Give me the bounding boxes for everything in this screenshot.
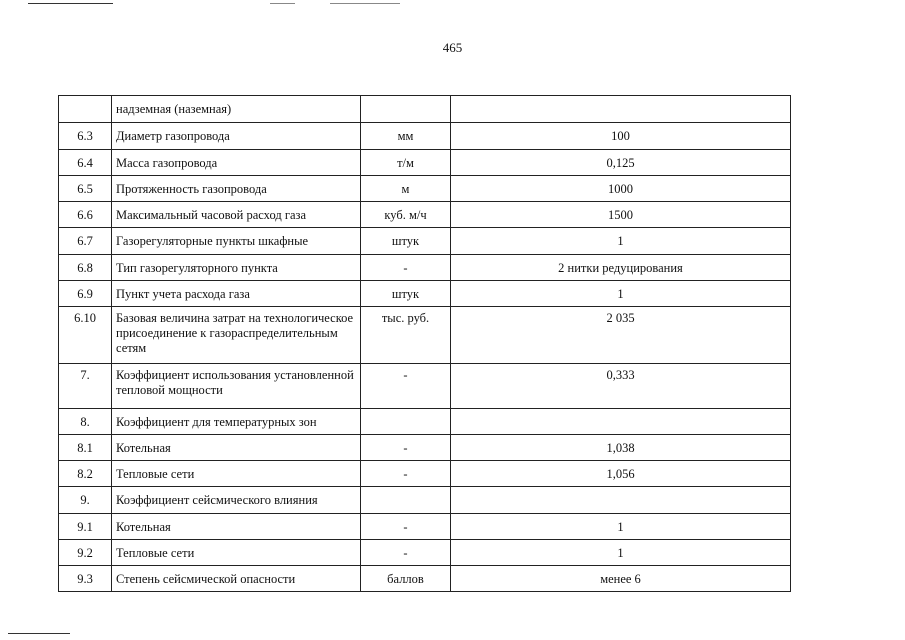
table-row [59,255,791,281]
table-row [59,487,791,514]
parameter-name-cell: Диаметр газопровода [112,123,361,150]
value-cell: 1 [451,540,791,566]
parameter-name-cell: Коэффициент для температурных зон [112,409,361,435]
row-number-cell: 6.9 [59,281,112,307]
parameter-name-cell: Котельная [112,514,361,540]
row-number-cell: 6.8 [59,255,112,281]
row-number-cell [59,96,112,123]
value-cell: 1500 [451,202,791,228]
value-cell: 0,333 [451,364,791,409]
unit-cell: баллов [361,566,451,592]
unit-cell: - [361,435,451,461]
unit-cell: т/м [361,150,451,176]
parameter-name-cell: Тепловые сети [112,540,361,566]
unit-cell: - [361,540,451,566]
value-cell: 1,056 [451,461,791,487]
unit-cell: штук [361,281,451,307]
table-row [59,307,791,364]
unit-cell: - [361,364,451,409]
value-cell: 1 [451,281,791,307]
table-row [59,281,791,307]
table-row [59,461,791,487]
row-number-cell: 6.5 [59,176,112,202]
parameter-name-cell: Протяженность газопровода [112,176,361,202]
parameter-name-cell: Коэффициент сейсмического влияния [112,487,361,514]
value-cell: 2 нитки редуцирования [451,255,791,281]
table-row [59,364,791,409]
value-cell: 100 [451,123,791,150]
table-row [59,566,791,592]
table-row [59,123,791,150]
scan-artifact-top-mid [270,3,295,4]
table-row [59,228,791,255]
scan-artifact-top-left [28,3,113,4]
parameter-name-cell: Степень сейсмической опасности [112,566,361,592]
row-number-cell: 8.2 [59,461,112,487]
value-cell: 1,038 [451,435,791,461]
parameter-name-cell: Тепловые сети [112,461,361,487]
parameter-name-cell: надземная (наземная) [112,96,361,123]
row-number-cell: 9. [59,487,112,514]
table-row [59,96,791,123]
value-cell [451,487,791,514]
value-cell: 2 035 [451,307,791,364]
row-number-cell: 6.10 [59,307,112,364]
parameter-name-cell: Максимальный часовой расход газа [112,202,361,228]
row-number-cell: 6.7 [59,228,112,255]
parameter-name-cell: Базовая величина затрат на технологическое присоединение к газораспределительным сетям [112,307,361,364]
value-cell: менее 6 [451,566,791,592]
parameter-name-cell: Коэффициент использования установленной тепловой мощности [112,364,361,409]
row-number-cell: 6.3 [59,123,112,150]
table-row [59,150,791,176]
parameters-table [58,95,791,592]
unit-cell: - [361,514,451,540]
page-number: 465 [442,40,463,55]
unit-cell: куб. м/ч [361,202,451,228]
table-body [59,96,791,592]
row-number-cell: 9.1 [59,514,112,540]
parameter-name-cell: Пункт учета расхода газа [112,281,361,307]
value-cell: 0,125 [451,150,791,176]
table-row [59,409,791,435]
unit-cell: штук [361,228,451,255]
unit-cell [361,96,451,123]
table-row [59,176,791,202]
value-cell [451,96,791,123]
row-number-cell: 8.1 [59,435,112,461]
unit-cell [361,487,451,514]
scan-artifact-top-right [330,3,400,4]
parameter-name-cell: Газорегуляторные пункты шкафные [112,228,361,255]
row-number-cell: 9.2 [59,540,112,566]
table-row [59,540,791,566]
row-number-cell: 6.6 [59,202,112,228]
unit-cell: мм [361,123,451,150]
value-cell [451,409,791,435]
table-row [59,202,791,228]
unit-cell: - [361,461,451,487]
value-cell: 1 [451,514,791,540]
parameter-name-cell: Тип газорегуляторного пункта [112,255,361,281]
unit-cell: м [361,176,451,202]
value-cell: 1 [451,228,791,255]
table-row [59,514,791,540]
unit-cell: - [361,255,451,281]
row-number-cell: 7. [59,364,112,409]
unit-cell [361,409,451,435]
unit-cell: тыс. руб. [361,307,451,364]
parameter-name-cell: Масса газопровода [112,150,361,176]
row-number-cell: 6.4 [59,150,112,176]
row-number-cell: 9.3 [59,566,112,592]
scan-artifact-bottom-left [8,633,70,634]
table-row [59,435,791,461]
parameter-name-cell: Котельная [112,435,361,461]
row-number-cell: 8. [59,409,112,435]
value-cell: 1000 [451,176,791,202]
